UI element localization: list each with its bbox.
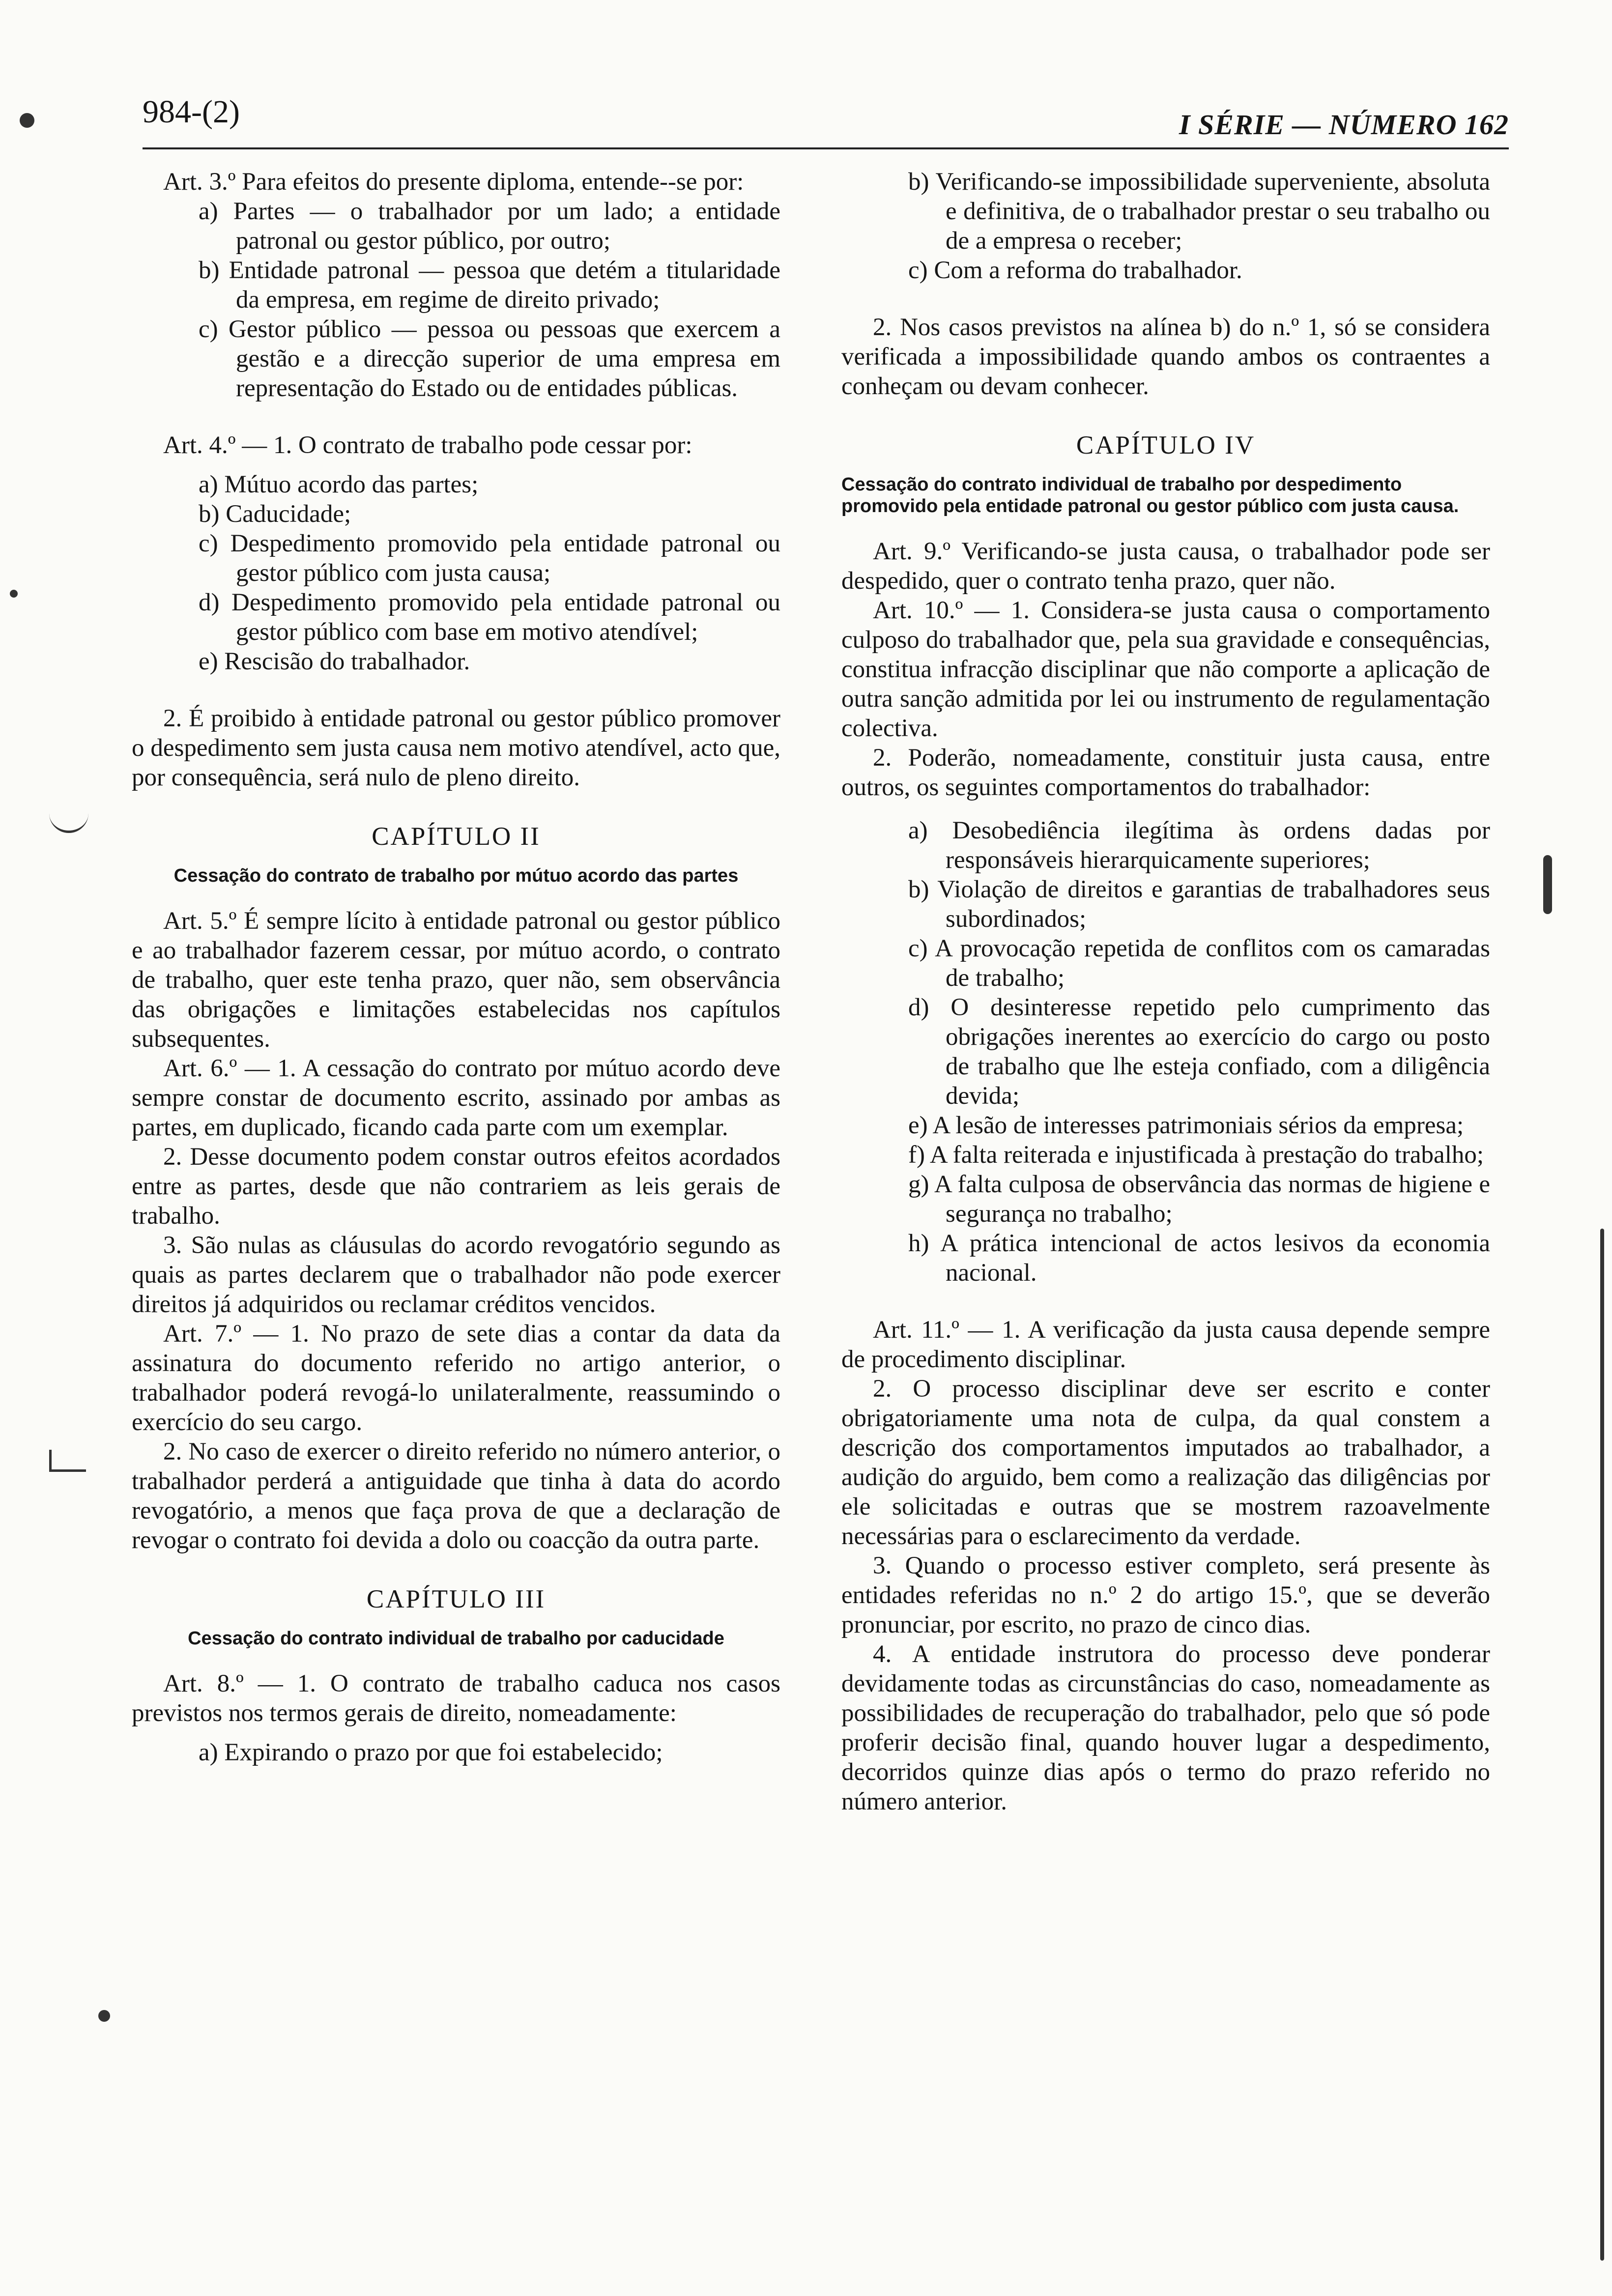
art10-item-a: a) Desobediência ilegítima às ordens dadas por responsáveis hierarquicamente superiores; (908, 817, 1490, 874)
article-7-paragraph-2: 2. No caso de exercer o direito referido no número anterior, o trabalhador perderá a antiguidade que tinha à data do acordo revogatório, a menos que faça prova de que a declaração de revogar o contrato foi devida a dolo ou coacção da outra parte. (132, 1438, 780, 1554)
art8-item-c: c) Com a reforma do trabalhador. (908, 257, 1242, 284)
right-column (841, 167, 1490, 1816)
scan-mark (49, 811, 88, 833)
scan-speck (98, 2010, 110, 2022)
art3-item-a: a) Partes — o trabalhador por um lado; a entidade patronal ou gestor público, por outro; (199, 198, 780, 255)
article-6-paragraph-3: 3. São nulas as cláusulas do acordo revogatório segundo as quais as partes declarem que o trabalhador não pode exercer direitos já adquiridos ou reclamar créditos vencidos. (132, 1232, 780, 1318)
article-3-intro: Art. 3.º Para efeitos do presente diploma, entende--se por: (163, 168, 744, 196)
article-9: Art. 9.º Verificando-se justa causa, o trabalhador pode ser despedido, quer o contrato tenha prazo, quer não. (841, 538, 1490, 595)
article-10-paragraph-2: 2. Poderão, nomeadamente, constituir justa causa, entre outros, os seguintes comportamentos do trabalhador: (841, 744, 1490, 801)
art4-item-e: e) Rescisão do trabalhador. (199, 648, 470, 675)
chapter-4-title: CAPÍTULO IV (1076, 431, 1256, 459)
chapter-4-subtitle: Cessação do contrato individual de trabalho por despedimento promovido pela entidade patronal ou gestor público com justa causa. (841, 474, 1459, 517)
art3-item-c: c) Gestor público — pessoa ou pessoas que exercem a gestão e a direcção superior de uma empresa em representação do Estado ou de entidades públicas. (199, 316, 780, 402)
art4-item-c: c) Despedimento promovido pela entidade patronal ou gestor público com justa causa; (199, 530, 780, 587)
page-header (143, 84, 1509, 149)
article-11-paragraph-2: 2. O processo disciplinar deve ser escrito e conter obrigatoriamente uma nota de culpa, da qual constem a descrição dos comportamentos imputados ao trabalhador, a audição do arguido, bem como a realização das diligências por ele solicitadas e outras que se mostrem razoavelmente necessárias para o esclarecimento da verdade. (841, 1375, 1490, 1550)
scan-speck (1543, 855, 1552, 914)
art10-item-c: c) A provocação repetida de conflitos com os camaradas de trabalho; (908, 935, 1490, 992)
art3-item-b: b) Entidade patronal — pessoa que detém a titularidade da empresa, em regime de direito privado; (199, 257, 780, 314)
scan-speck (1600, 1229, 1604, 2261)
art8-item-a: a) Expirando o prazo por que foi estabelecido; (199, 1739, 663, 1766)
scan-speck (20, 113, 34, 128)
art4-item-a: a) Mútuo acordo das partes; (199, 471, 479, 498)
article-7-paragraph-1: Art. 7.º — 1. No prazo de sete dias a contar da data da assinatura do documento referido no artigo anterior, o trabalhador poderá revogá-lo unilateralmente, reassumindo o exercício do seu cargo. (132, 1320, 780, 1436)
article-6-paragraph-1: Art. 6.º — 1. A cessação do contrato por mútuo acordo deve sempre constar de documento escrito, assinado por ambas as partes, em duplicado, ficando cada parte com um exemplar. (132, 1055, 780, 1141)
article-10-paragraph-1: Art. 10.º — 1. Considera-se justa causa o comportamento culposo do trabalhador que, pela sua gravidade e consequências, constitua infracção disciplinar que não comporte a aplicação de outra sanção admitida por lei ou instrumento de regulamentação colectiva. (841, 597, 1490, 742)
chapter-2-subtitle: Cessação do contrato de trabalho por mútuo acordo das partes (173, 865, 739, 886)
art10-item-d: d) O desinteresse repetido pelo cumprimento das obrigações inerentes ao exercício do cargo ou posto de trabalho que lhe esteja confiado, com a diligência devida; (908, 994, 1490, 1110)
art10-item-e: e) A lesão de interesses patrimoniais sérios da empresa; (908, 1112, 1464, 1139)
art4-item-d: d) Despedimento promovido pela entidade patronal ou gestor público com base em motivo atendível; (199, 589, 780, 646)
article-11-paragraph-1: Art. 11.º — 1. A verificação da justa causa depende sempre de procedimento disciplinar. (841, 1316, 1490, 1373)
series-title: I SÉRIE — NÚMERO 162 (1179, 109, 1509, 141)
scan-mark (49, 1450, 86, 1472)
left-column (132, 167, 780, 1767)
chapter-2-title: CAPÍTULO II (372, 822, 541, 851)
chapter-3-title: CAPÍTULO III (366, 1585, 546, 1613)
art10-item-h: h) A prática intencional de actos lesivos da economia nacional. (908, 1230, 1490, 1287)
chapter-3-subtitle: Cessação do contrato individual de trabalho por caducidade (188, 1628, 724, 1649)
art4-item-b: b) Caducidade; (199, 500, 351, 528)
scan-speck (10, 590, 18, 598)
art10-item-f: f) A falta reiterada e injustificada à prestação do trabalho; (908, 1141, 1484, 1169)
article-8-intro: Art. 8.º — 1. O contrato de trabalho caduca nos casos previstos nos termos gerais de direito, nomeadamente: (132, 1670, 780, 1727)
article-8-paragraph-2: 2. Nos casos previstos na alínea b) do n.º 1, só se considera verificada a impossibilidade quando ambos os contraentes a conheçam ou devam conhecer. (841, 314, 1490, 400)
page-number: 984-(2) (143, 94, 240, 130)
art8-item-b: b) Verificando-se impossibilidade superveniente, absoluta e definitiva, de o trabalhador prestar o seu trabalho ou de a empresa o receber; (908, 168, 1490, 255)
article-6-paragraph-2: 2. Desse documento podem constar outros efeitos acordados entre as partes, desde que não contrariem as leis gerais de trabalho. (132, 1143, 780, 1230)
article-11-paragraph-3: 3. Quando o processo estiver completo, será presente às entidades referidas no n.º 2 do artigo 15.º, que se deverão pronunciar, por escrito, no prazo de cinco dias. (841, 1552, 1490, 1638)
article-4-intro: Art. 4.º — 1. O contrato de trabalho pode cessar por: (163, 431, 692, 459)
article-4-paragraph-2: 2. É proibido à entidade patronal ou gestor público promover o despedimento sem justa causa nem motivo atendível, acto que, por consequência, será nulo de pleno direito. (132, 705, 780, 791)
art10-item-g: g) A falta culposa de observância das normas de higiene e segurança no trabalho; (908, 1171, 1490, 1228)
article-11-paragraph-4: 4. A entidade instrutora do processo deve ponderar devidamente todas as circunstâncias do caso, nomeadamente as possibilidades de recuperação do trabalhador, pelo que só pode proferir decisão final, quando houver lugar a despedimento, decorridos quinze dias após o termo do prazo referido no número anterior. (841, 1640, 1490, 1815)
art10-item-b: b) Violação de direitos e garantias de trabalhadores seus subordinados; (908, 876, 1490, 933)
article-5: Art. 5.º É sempre lícito à entidade patronal ou gestor público e ao trabalhador fazerem cessar, por mútuo acordo, o contrato de trabalho, quer este tenha prazo, quer não, sem observância das obrigações e limitações estabelecidas nos capítulos subsequentes. (132, 907, 780, 1053)
